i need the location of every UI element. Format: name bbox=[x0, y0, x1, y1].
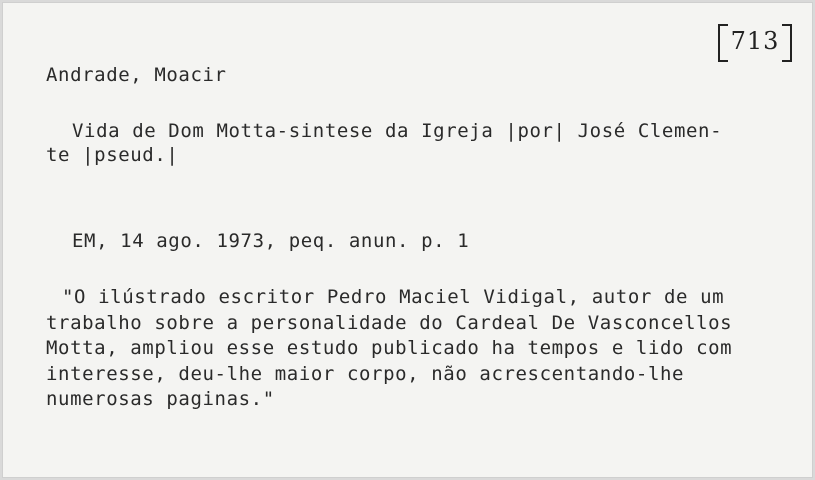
source-citation: EM, 14 ago. 1973, peq. anun. p. 1 bbox=[72, 230, 470, 252]
quote-line-1: "O ilústrado escritor Pedro Maciel Vidigal, autor de um bbox=[62, 286, 725, 308]
call-number: 713 bbox=[730, 27, 780, 55]
quote-line-4: interesse, deu-lhe maior corpo, não acrescentando-lhe bbox=[46, 363, 685, 385]
catalog-card bbox=[2, 2, 813, 478]
bracket-right-mark bbox=[782, 24, 792, 62]
quote-line-2: trabalho sobre a personalidade do Cardeal De Vasconcellos bbox=[46, 312, 733, 334]
title-line-2: te |pseud.| bbox=[46, 144, 179, 166]
author-heading: Andrade, Moacir bbox=[46, 64, 227, 86]
call-number-annotation bbox=[718, 24, 792, 58]
title-line-1: Vida de Dom Motta-sintese da Igreja |por| José Clemen- bbox=[72, 120, 723, 142]
quote-line-3: Motta, ampliou esse estudo publicado ha tempos e lido com bbox=[46, 337, 733, 359]
quote-line-5: numerosas paginas." bbox=[46, 388, 275, 410]
bracket-left-mark bbox=[718, 24, 728, 62]
